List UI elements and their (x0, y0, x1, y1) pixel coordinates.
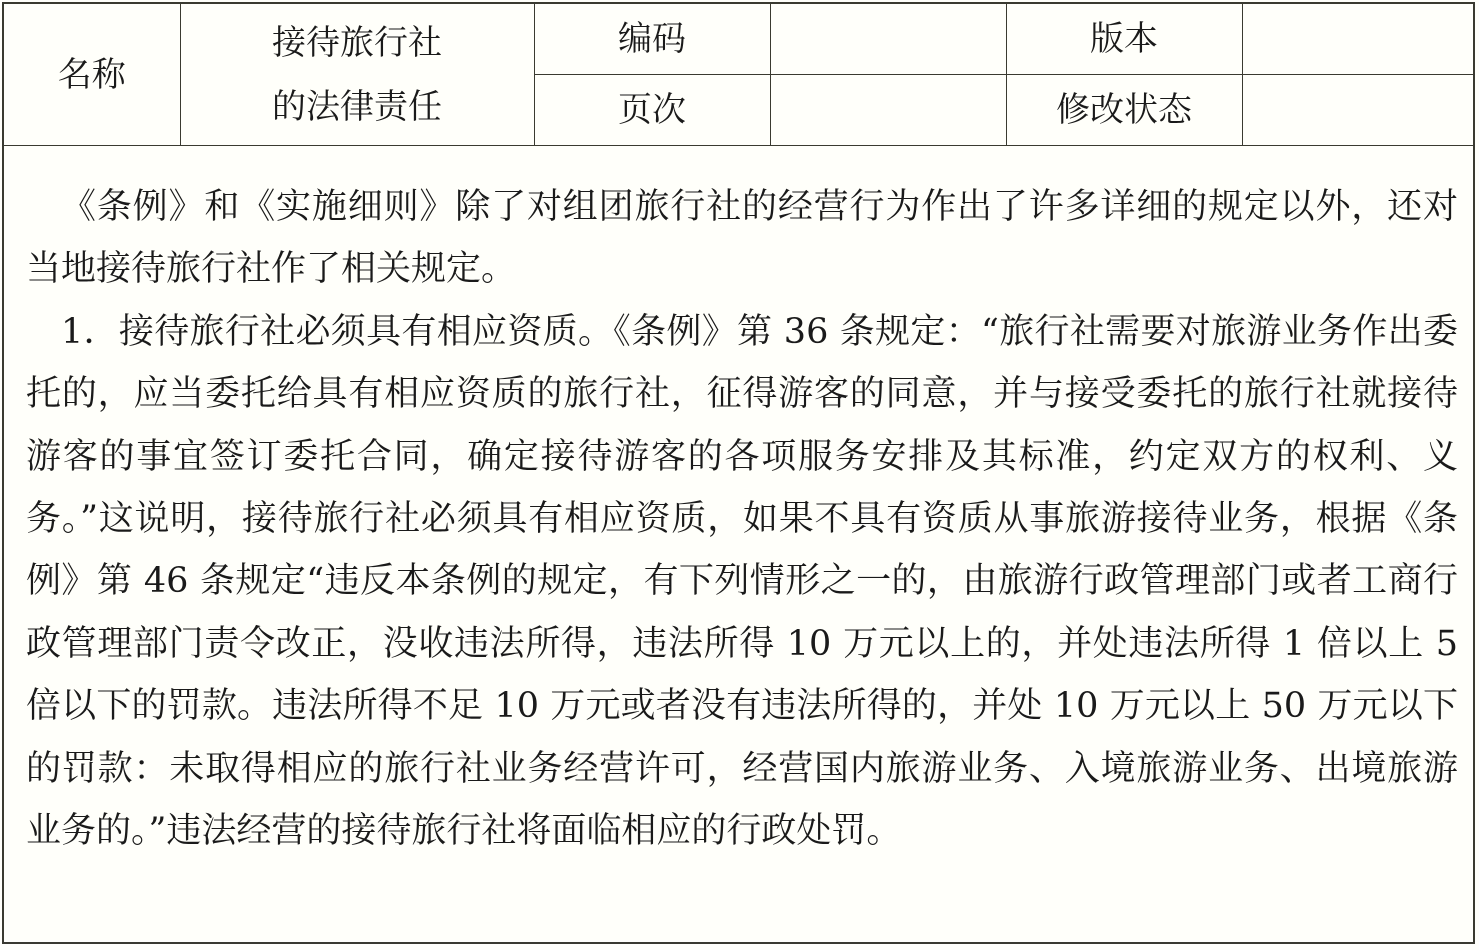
version-value (1242, 4, 1473, 75)
page-label: 页次 (534, 75, 770, 146)
page-value (770, 75, 1006, 146)
version-label: 版本 (1006, 4, 1242, 75)
status-value (1242, 75, 1473, 146)
code-value (770, 4, 1006, 75)
status-label: 修改状态 (1006, 75, 1242, 146)
document-header-table (4, 4, 1473, 146)
document-title-line-1: 接待旅行社 (272, 22, 442, 63)
name-label: 名称 (4, 4, 180, 146)
document-title-line-2: 的法律责任 (272, 86, 442, 127)
document-page (2, 2, 1475, 944)
code-label: 编码 (534, 4, 770, 75)
document-body (26, 176, 1458, 862)
document-title (180, 4, 534, 146)
body-paragraph-intro: 《条例》和《实施细则》除了对组团旅行社的经营行为作出了许多详细的规定以外，还对当地接待旅行社作了相关规定。 (26, 187, 1458, 290)
body-paragraph-1: 1．接待旅行社必须具有相应资质。《条例》第 36 条规定：“旅行社需要对旅游业务作出委托的，应当委托给具有相应资质的旅行社，征得游客的同意，并与接受委托的旅行社就接待游客的事宜签订委托合同，确定接待游客的各项服务安排及其标准，约定双方的权利、义务。”这说明，接待旅行社必须具有相应资质，如果不具有资质从事旅游接待业务，根据《条例》第 46 条规定“违反本条例的规定，有下列情形之一的，由旅游行政管理部门或者工商行政管理部门责令改正，没收违法所得，违法所得 10 万元以上的，并处违法所得 1 倍以上 5 倍以下的罚款。违法所得不足 10 万元或者没有违法所得的，并处 10 万元以上 50 万元以下的罚款：未取得相应的旅行社业务经营许可，经营国内旅游业务、入境旅游业务、出境旅游业务的。”违法经营的接待旅行社将面临相应的行政处罚。 (26, 311, 1458, 852)
